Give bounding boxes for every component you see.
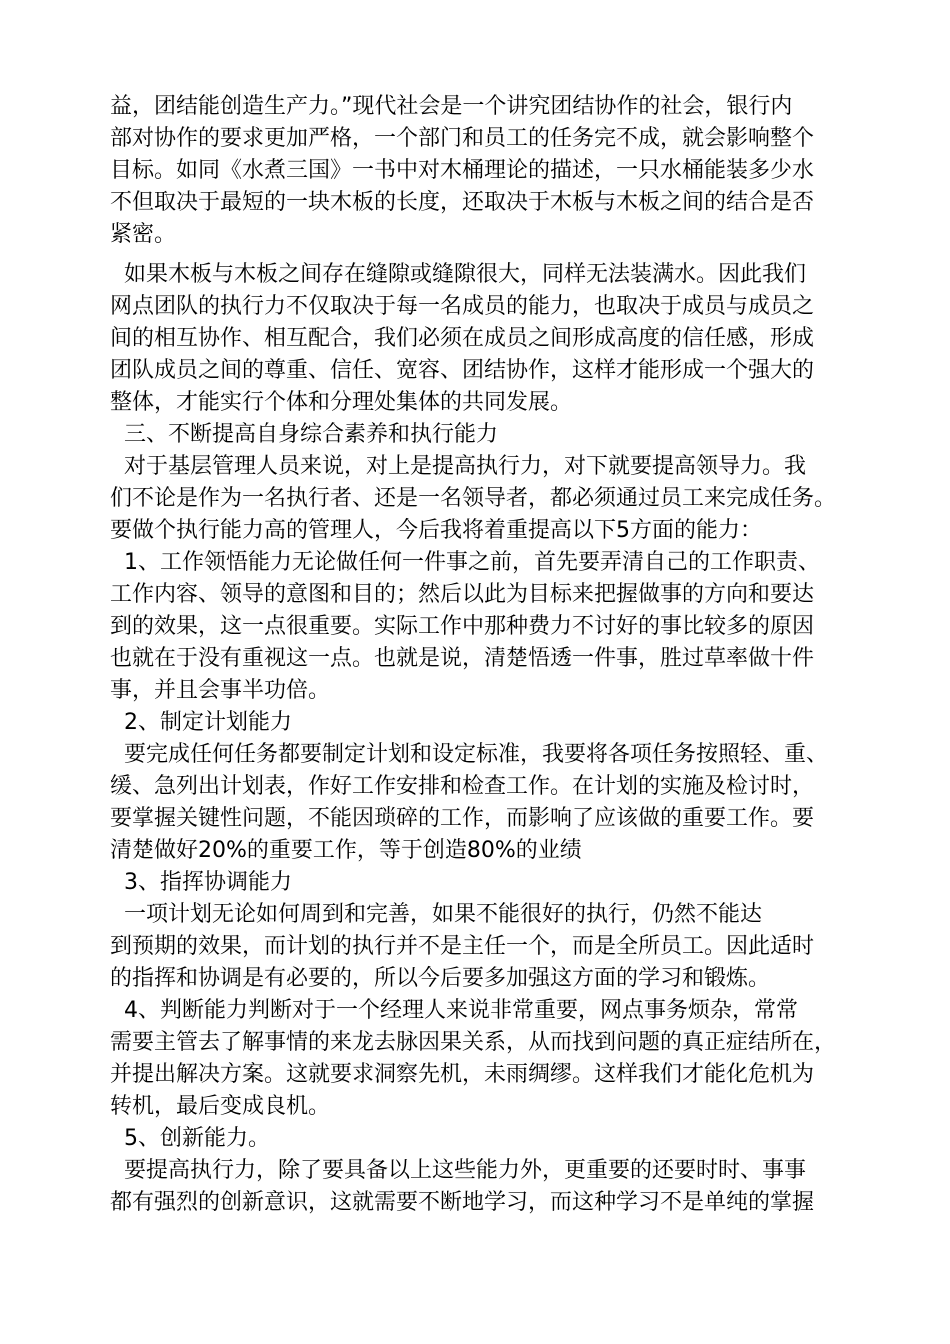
text-line: 4、判断能力判断对于一个经理人来说非常重要，网点事务烦杂，常常 [110, 998, 798, 1023]
text-line: 1、工作领悟能力无论做任何一件事之前，首先要弄清自己的工作职责、 [110, 550, 820, 575]
text-line: 的指挥和协调是有必要的，所以今后要多加强这方面的学习和锻炼。 [110, 966, 771, 991]
text-line: 事，并且会事半功倍。 [110, 678, 331, 703]
text-line: 需要主管去了解事情的来龙去脉因果关系，从而找到问题的真正症结所在， [110, 1030, 837, 1055]
text-line: 转机，最后变成良机。 [110, 1094, 331, 1119]
text-line: 要做个执行能力高的管理人，今后我将着重提高以下5方面的能力： [110, 518, 762, 543]
text-line: 不但取决于最短的一块木板的长度，还取决于木板与木板之间的结合是否 [110, 190, 815, 215]
text-line: 对于基层管理人员来说，对上是提高执行力，对下就要提高领导力。我 [110, 454, 806, 479]
text-line: 都有强烈的创新意识，这就需要不断地学习，而这种学习不是单纯的掌握 [110, 1190, 815, 1215]
text-line: 也就在于没有重视这一点。也就是说，清楚悟透一件事，胜过草率做十件 [110, 646, 815, 671]
text-line: 整体，才能实行个体和分理处集体的共同发展。 [110, 390, 573, 415]
text-line: 间的相互协作、相互配合，我们必须在成员之间形成高度的信任感，形成 [110, 326, 815, 351]
text-line: 工作内容、领导的意图和目的；然后以此为目标来把握做事的方向和要达 [110, 582, 815, 607]
text-line: 到的效果，这一点很重要。实际工作中那种费力不讨好的事比较多的原因 [110, 614, 815, 639]
text-line: 要掌握关键性问题，不能因琐碎的工作，而影响了应该做的重要工作。要 [110, 806, 815, 831]
text-line: 清楚做好20%的重要工作，等于创造80%的业绩 [110, 838, 582, 863]
text-line: 要完成任何任务都要制定计划和设定标准，我要将各项任务按照轻、重、 [110, 742, 828, 767]
text-line: 如果木板与木板之间存在缝隙或缝隙很大，同样无法装满水。因此我们 [110, 262, 806, 287]
text-line: 目标。如同《水煮三国》一书中对木桶理论的描述，一只水桶能装多少水 [110, 158, 815, 183]
text-line: 到预期的效果，而计划的执行并不是主任一个，而是全所员工。因此适时 [110, 934, 815, 959]
text-line: 网点团队的执行力不仅取决于每一名成员的能力，也取决于成员与成员之 [110, 294, 815, 319]
document-body [110, 91, 890, 1219]
text-line: 一项计划无论如何周到和完善，如果不能很好的执行，仍然不能达 [110, 902, 762, 927]
text-line: 要提高执行力，除了要具备以上这些能力外，更重要的还要时时、事事 [110, 1158, 806, 1183]
subsection-heading: 2、制定计划能力 [110, 710, 292, 735]
subsection-heading: 5、创新能力。 [110, 1126, 270, 1151]
text-line: 紧密。 [110, 222, 177, 247]
subsection-heading: 3、指挥协调能力 [110, 870, 292, 895]
text-line: 益，团结能创造生产力。”现代社会是一个讲究团结协作的社会，银行内 [110, 94, 793, 119]
text-line: 团队成员之间的尊重、信任、宽容、团结协作，这样才能形成一个强大的 [110, 358, 815, 383]
text-line: 们不论是作为一名执行者、还是一名领导者，都必须通过员工来完成任务。 [110, 486, 837, 511]
section-heading: 三、不断提高自身综合素养和执行能力 [110, 422, 498, 447]
text-line: 并提出解决方案。这就要求洞察先机，未雨绸缪。这样我们才能化危机为 [110, 1062, 815, 1087]
text-line: 缓、急列出计划表，作好工作安排和检查工作。在计划的实施及检讨时， [110, 774, 815, 799]
text-line: 部对协作的要求更加严格，一个部门和员工的任务完不成，就会影响整个 [110, 126, 815, 151]
